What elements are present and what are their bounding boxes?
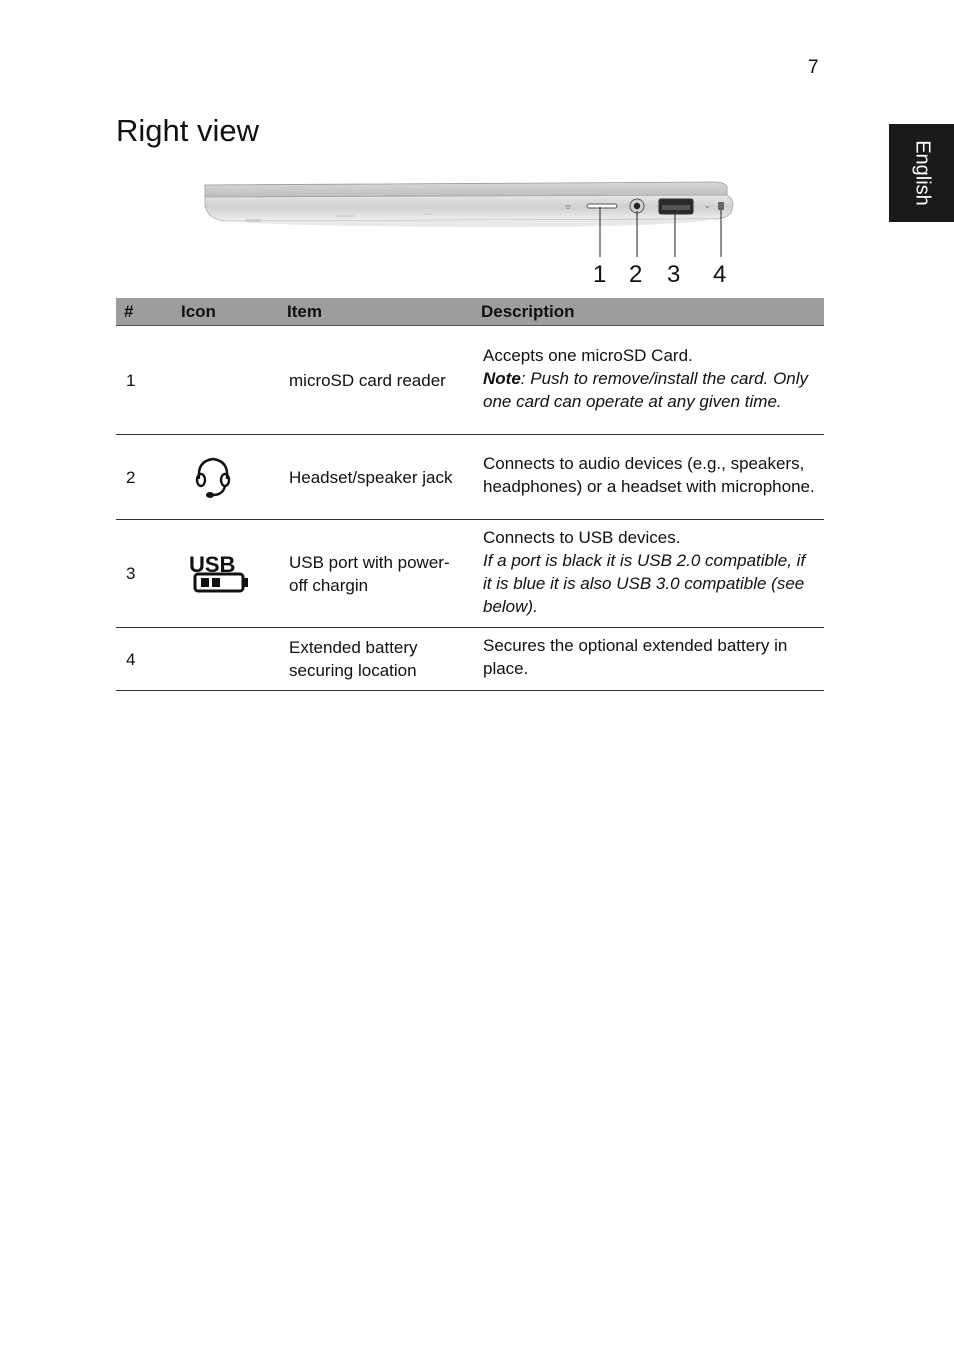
table-row: [116, 520, 824, 628]
row-description: [473, 326, 824, 435]
row-item: USB port with power-off chargin: [279, 520, 473, 628]
table-header-row: [116, 298, 824, 326]
description-line: Connects to USB devices.: [483, 527, 681, 547]
language-tab: [889, 124, 954, 222]
table-row: [116, 326, 824, 435]
row-num: 2: [116, 435, 173, 520]
row-num: 1: [116, 326, 173, 435]
row-icon-empty: [173, 326, 279, 435]
callout-2: 2: [629, 261, 643, 288]
note-label: Note: [483, 368, 521, 388]
description-line: Accepts one microSD Card.: [483, 345, 693, 365]
page-title: Right view: [116, 113, 259, 148]
header-num: #: [116, 298, 173, 326]
callout-3: 3: [667, 261, 681, 288]
language-tab-label: English: [911, 140, 933, 206]
row-description: Connects to audio devices (e.g., speakers, headphones) or a headset with microphone.: [473, 435, 824, 520]
row-item: Headset/speaker jack: [279, 435, 473, 520]
row-description: [473, 520, 824, 628]
row-num: 4: [116, 628, 173, 691]
row-num: 3: [116, 520, 173, 628]
table-row: [116, 628, 824, 691]
header-icon: Icon: [173, 298, 279, 326]
row-description: Secures the optional extended battery in place.: [473, 628, 824, 691]
table-row: [116, 435, 824, 520]
headset-icon: [193, 453, 233, 501]
callout-4: 4: [713, 261, 727, 288]
laptop-right-side-figure: [195, 175, 755, 295]
row-item: microSD card reader: [279, 326, 473, 435]
description-note: [483, 367, 816, 413]
header-item: Item: [279, 298, 473, 326]
description-italic: If a port is black it is USB 2.0 compatible, if it is blue it is also USB 3.0 compatible (see below).: [483, 550, 806, 616]
svg-text:⌁: ⌁: [705, 203, 710, 211]
page-number: 7: [808, 57, 819, 78]
row-item: Extended battery securing location: [279, 628, 473, 691]
usb-icon-text: USB: [189, 551, 236, 577]
usb-power-off-charging-icon: [187, 552, 251, 596]
header-description: Description: [473, 298, 824, 326]
note-text: : Push to remove/install the card. Only one card can operate at any given time.: [483, 368, 809, 411]
ports-table: [116, 298, 824, 691]
row-icon-empty: [173, 628, 279, 691]
callout-1: 1: [593, 261, 607, 288]
